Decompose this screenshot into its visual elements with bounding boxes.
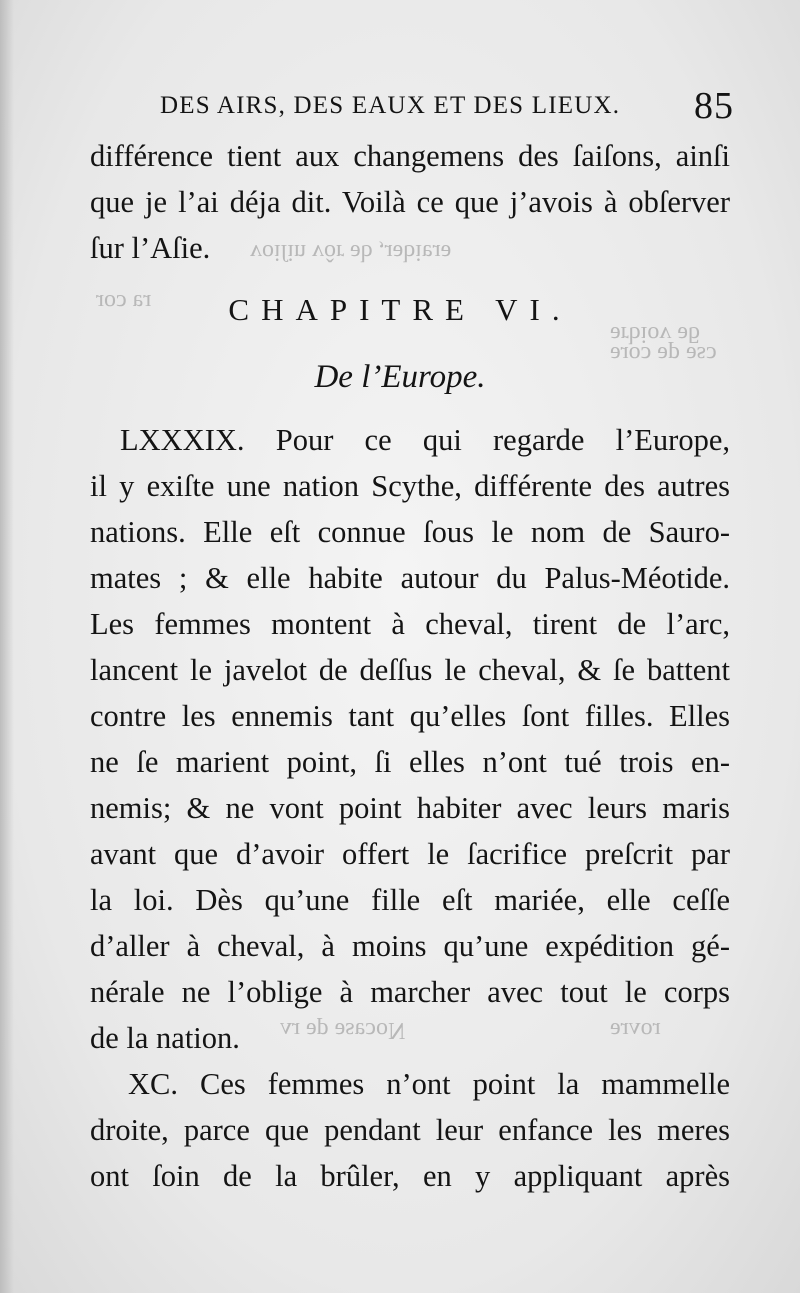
text-line: ont ſoin de la brûler, en y appliquant après xyxy=(90,1159,730,1193)
text-line: nations. Elle eſt connue ſous le nom de Sauro- xyxy=(90,515,730,549)
show-through-text: ɹoɔ ɐɹ xyxy=(96,289,152,315)
show-through-text: ʌɹ ǝp ǝsɐɔoN xyxy=(280,1017,406,1043)
running-head xyxy=(160,85,740,128)
text-line: nemis; & ne vont point habiter avec leurs maris xyxy=(90,791,730,825)
show-through-text: ǝrbiov ǝƃ xyxy=(610,321,700,347)
running-title: DES AIRS, DES EAUX ET DES LIEUX. xyxy=(160,92,621,119)
text-line: ne ſe marient point, ſi elles n’ont tué trois en- xyxy=(90,745,730,779)
text-line: d’aller à cheval, à moins qu’une expédition gé- xyxy=(90,929,730,963)
text-line: ſur l’Aſie. xyxy=(90,231,211,265)
text-line: droite, parce que pendant leur enfance les meres xyxy=(90,1113,730,1147)
text-line: la loi. Dès qu’une fille eſt mariée, elle ceſſe xyxy=(90,883,730,917)
text-line: lancent le javelot de deſſus le cheval, & ſe battent xyxy=(90,653,730,687)
page-gutter-shadow xyxy=(0,0,14,1293)
chapter-subtitle: De l’Europe. xyxy=(314,359,486,395)
text-line: contre les ennemis tant qu’elles ſont filles. Elles xyxy=(90,699,730,733)
text-line: mates ; & elle habite autour du Palus-Méotide. xyxy=(90,561,730,595)
text-line: que je l’ai déja dit. Voilà ce que j’avois à obſerver xyxy=(90,185,730,219)
text-line: avant que d’avoir offert le ſacrifice preſcrit par xyxy=(90,837,730,871)
page-number: 85 xyxy=(694,85,734,127)
show-through-text: ǝɹʌoɹ xyxy=(610,1017,661,1043)
chapter-title: CHAPITRE VI. xyxy=(228,292,572,327)
text-line: LXXXIX. Pour ce qui regarde l’Europe, xyxy=(120,423,730,457)
text-line: de la nation. xyxy=(90,1021,240,1055)
show-through-text: ǝɹoɔ ǝp ǝsɔ xyxy=(610,341,717,367)
text-line: différence tient aux changemens des ſaiſons, ainſi xyxy=(90,139,730,173)
text-line: il y exiſte une nation Scythe, différente des autres xyxy=(90,469,730,503)
text-line: nérale ne l’oblige à marcher avec tout le corps xyxy=(90,975,730,1009)
show-through-text: voiſin vôr ǝb ,ɹǝbiɐɹǝ xyxy=(250,239,452,265)
text-line: XC. Ces femmes n’ont point la mammelle xyxy=(128,1067,730,1101)
text-line: Les femmes montent à cheval, tirent de l’arc, xyxy=(90,607,730,641)
